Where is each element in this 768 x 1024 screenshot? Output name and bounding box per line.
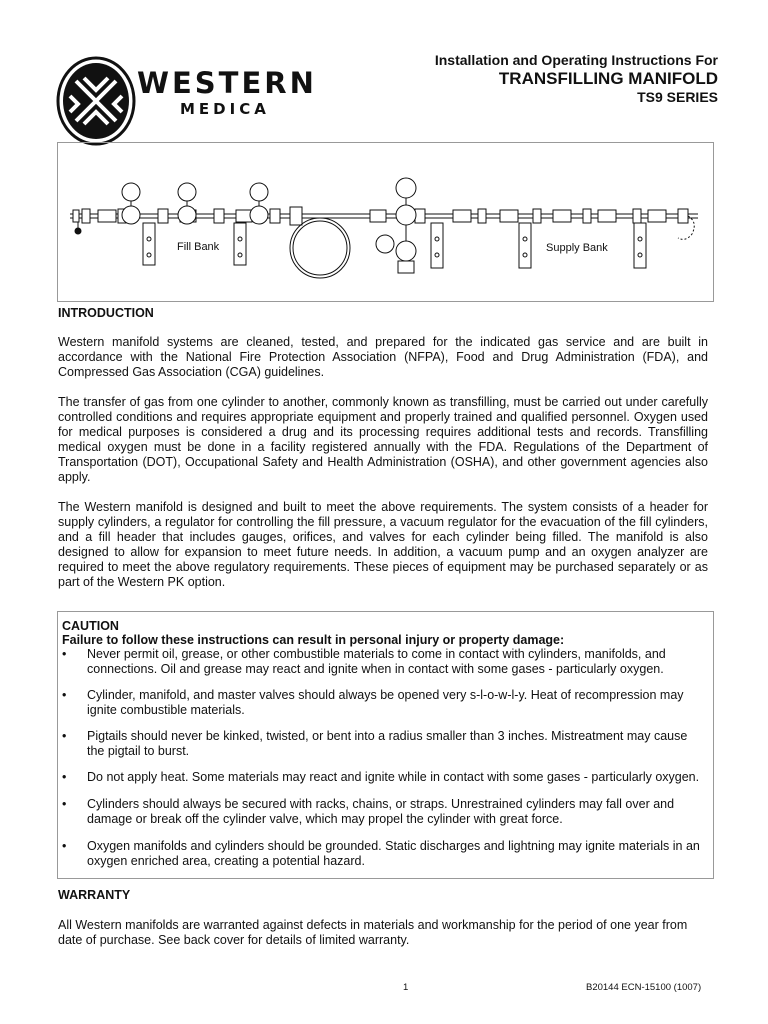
- caution-subheading: Failure to follow these instructions can result in personal injury or property damage:: [62, 633, 565, 647]
- bullet-icon: •: [62, 729, 67, 743]
- document-number: B20144 ECN-15100 (1007): [586, 982, 702, 993]
- instructions-heading: Installation and Operating Instructions For: [434, 52, 718, 68]
- manifold-illustration: [58, 143, 713, 301]
- supply-bank-label: Supply Bank: [546, 242, 608, 254]
- warranty-text: All Western manifolds are warranted against defects in materials and workmanship for the period of one year from date of purchase. See back cover for details of limited warranty.: [58, 918, 688, 947]
- introduction-heading: INTRODUCTION: [58, 306, 154, 320]
- fill-bank-label: Fill Bank: [177, 241, 220, 253]
- series-label: TS9 SERIES: [637, 89, 718, 105]
- intro-paragraph-1: Western manifold systems are cleaned, tested, and prepared for the indicated gas service and are built in accordance with the National Fire Protection Association (NFPA), Food and Drug Administration (FDA), and Compressed Gas Association (CGA) guidelines.: [58, 335, 708, 379]
- intro-paragraph-2: The transfer of gas from one cylinder to another, commonly known as transfilling, must be carried out under carefully controlled conditions and requires appropriate equipment and properly trained and qualified personnel. Oxygen used for medical purposes is considered a drug and its processing requires additional tests and records. Transfilling medical oxygen must be done in a facility registered annually with the FDA. Regulations of the Department of Transportation (DOT), Occupational Safety and Health Administration (OSHA), and other government agencies also apply.: [58, 395, 708, 484]
- bullet-icon: •: [62, 688, 67, 702]
- warranty-heading: WARRANTY: [58, 888, 131, 902]
- bullet-icon: •: [62, 839, 67, 853]
- caution-box: CAUTION Failure to follow these instructions can result in personal injury or property damage: • Never permit oil, grease, or other combustible materials to come in contact with cylinders, manifolds, and connections. Oil and grease may react and ignite when in contact with some gases - particularly oxygen. • Cylinder, manifold, and master valves should always be opened very s-l-o-w-l-y. Heat of recompression may ignite combustible materials. • Pigtails should never be kinked, twisted, or bent into a radius smaller than 3 inches. Mistreatment may cause the pigtail to burst. • Do not apply heat. Some materials may react and ignite while in contact with some gases - particularly oxygen. • Cylinders should always be secured with racks, chains, or straps. Unrestrained cylinders may fall over and damage or break off the cylinder valve, which may propel the cylinder with great force. • Oxygen manifolds and cylinders should be grounded. Static discharges and lightning may ignite materials in an oxygen enriched area, creating a potential hazard.: [57, 611, 714, 879]
- intro-paragraph-3: The Western manifold is designed and built to meet the above requirements. The system consists of a header for supply cylinders, a regulator for controlling the fill pressure, a vacuum regulator for the evacuation of the fill cylinders, and a fill header that includes gauges, orifices, and valves for each cylinder being filled. The manifold is also designed to allow for expansion to meet future needs. In addition, a vacuum pump and an oxygen analyzer are required to meet the above regulatory requirements. These pieces of equipment may be purchased separately or as part of the Western PK option.: [58, 500, 708, 589]
- bullet-icon: •: [62, 647, 67, 661]
- manifold-diagram: [57, 142, 714, 302]
- bullet-icon: •: [62, 770, 67, 784]
- page-number: 1: [403, 982, 409, 993]
- logo-subtitle: MEDICA: [180, 100, 270, 118]
- bullet-icon: •: [62, 797, 67, 811]
- logo-wordmark: WESTERN: [137, 66, 317, 100]
- caution-heading: CAUTION: [62, 619, 119, 633]
- document-title: TRANSFILLING MANIFOLD: [498, 69, 718, 88]
